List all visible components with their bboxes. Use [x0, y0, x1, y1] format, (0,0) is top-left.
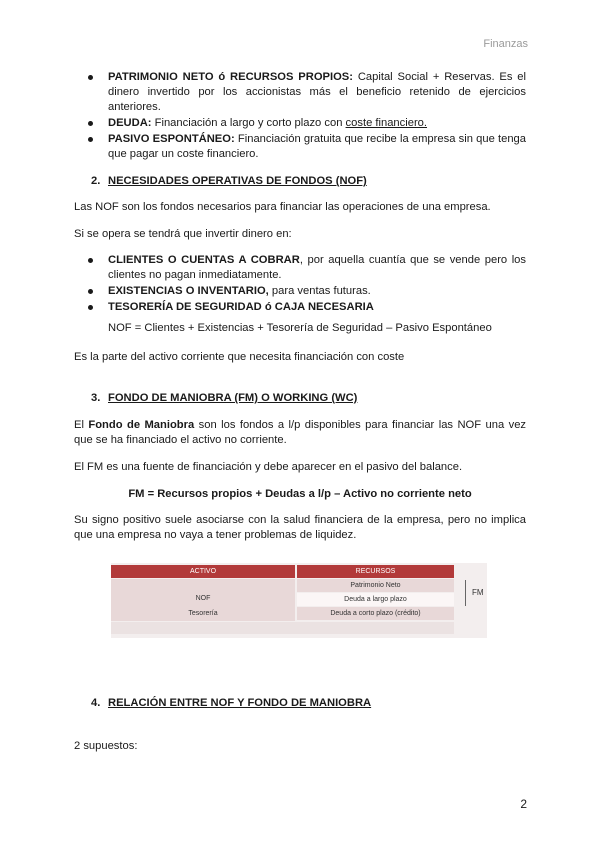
- table-cell-nof: NOF: [195, 595, 211, 602]
- list-item: [74, 70, 526, 115]
- bullet-term: CLIENTES O CUENTAS A COBRAR: [108, 254, 300, 266]
- paragraph: Su signo positivo suele asociarse con la salud financiera de la empresa, pero no implica que una empresa no vaya a tener problemas de liquidez.: [74, 514, 526, 541]
- bullet-term: TESORERÍA DE SEGURIDAD ó CAJA NECESARIA: [108, 301, 374, 313]
- bullet-text: Financiación a largo y corto plazo con: [151, 117, 346, 129]
- bullet-icon: [88, 305, 93, 310]
- section-heading-relacion: [91, 697, 371, 709]
- table-cell-deuda-corto: Deuda a corto plazo (crédito): [297, 607, 454, 620]
- paragraph: El FM es una fuente de financiación y debe aparecer en el pasivo del balance.: [74, 461, 463, 473]
- paragraph: Si se opera se tendrá que invertir dinero en:: [74, 228, 292, 240]
- bullet-icon: [88, 75, 93, 80]
- fm-formula: FM = Recursos propios + Deudas a l/p – Activo no corriente neto: [128, 488, 472, 500]
- bullet-icon: [88, 137, 93, 142]
- bullet-icon: [88, 258, 93, 263]
- bullet-text: Capital Social + Reservas. Es el dinero invertido por los accionistas más el beneficio retenido de ejercicios anteriores.: [108, 71, 526, 113]
- section-title: NECESIDADES OPERATIVAS DE FONDOS (NOF): [108, 175, 367, 187]
- bullet-text: Financiación gratuita que recibe la empresa sin que tenga que pagar un coste financiero.: [108, 133, 526, 160]
- bullet-term: DEUDA:: [108, 117, 152, 129]
- list-item: [74, 284, 526, 299]
- section-number: 3.: [91, 392, 101, 404]
- list-item: [74, 116, 526, 131]
- list-item: [74, 300, 526, 315]
- section-heading-fm: [91, 392, 357, 404]
- table-header-recursos: RECURSOS: [297, 565, 454, 578]
- section-number: 4.: [91, 697, 101, 709]
- list-item: [74, 253, 526, 283]
- nof-formula: NOF = Clientes + Existencias + Tesorería de Seguridad – Pasivo Espontáneo: [108, 322, 492, 334]
- bullet-term: PATRIMONIO NETO ó RECURSOS PROPIOS:: [108, 71, 353, 83]
- section-heading-nof: [91, 175, 367, 187]
- fm-side-label: FM: [472, 588, 484, 597]
- section-title: RELACIÓN ENTRE NOF Y FONDO DE MANIOBRA: [108, 697, 372, 709]
- bullet-term: PASIVO ESPONTÁNEO:: [108, 133, 235, 145]
- page-number: 2: [520, 797, 527, 811]
- paragraph: Las NOF son los fondos necesarios para financiar las operaciones de una empresa.: [74, 201, 491, 213]
- bullet-term: EXISTENCIAS O INVENTARIO,: [108, 285, 269, 297]
- section-number: 2.: [91, 175, 101, 187]
- bullet-text: para ventas futuras.: [268, 285, 371, 297]
- table-cell-tesoreria: Tesorería: [188, 610, 218, 617]
- paragraph: Es la parte del activo corriente que necesita financiación con coste: [74, 351, 405, 363]
- section-title: FONDO DE MANIOBRA (FM) O WORKING (WC): [108, 392, 358, 404]
- bullet-icon: [88, 121, 93, 126]
- bullet-text: , por aquella cuantía que se vende pero los clientes no pagan inmediatamente.: [108, 254, 526, 281]
- table-cell-patrimonio-neto: Patrimonio Neto: [297, 579, 454, 592]
- table-cell-deuda-largo: Deuda a largo plazo: [297, 593, 454, 606]
- list-item: [74, 132, 526, 162]
- bullet-icon: [88, 289, 93, 294]
- paragraph-text: son los fondos a l/p disponibles para financiar las NOF una vez que se ha financiado el activo no corriente.: [74, 419, 527, 446]
- nof-bullet-list: [74, 253, 526, 316]
- paragraph: [74, 418, 526, 448]
- table-header-activo: ACTIVO: [111, 565, 295, 578]
- page-header-title: Finanzas: [483, 38, 528, 50]
- intro-bullet-list: [74, 70, 526, 163]
- balance-table: [111, 563, 487, 638]
- paragraph-text: El: [74, 419, 89, 431]
- paragraph: 2 supuestos:: [74, 740, 138, 752]
- bullet-underlined-text: coste financiero.: [345, 117, 428, 129]
- table-empty-row: [111, 622, 454, 634]
- term-fondo-de-maniobra: Fondo de Maniobra: [88, 419, 195, 431]
- fm-bracket: [461, 580, 466, 606]
